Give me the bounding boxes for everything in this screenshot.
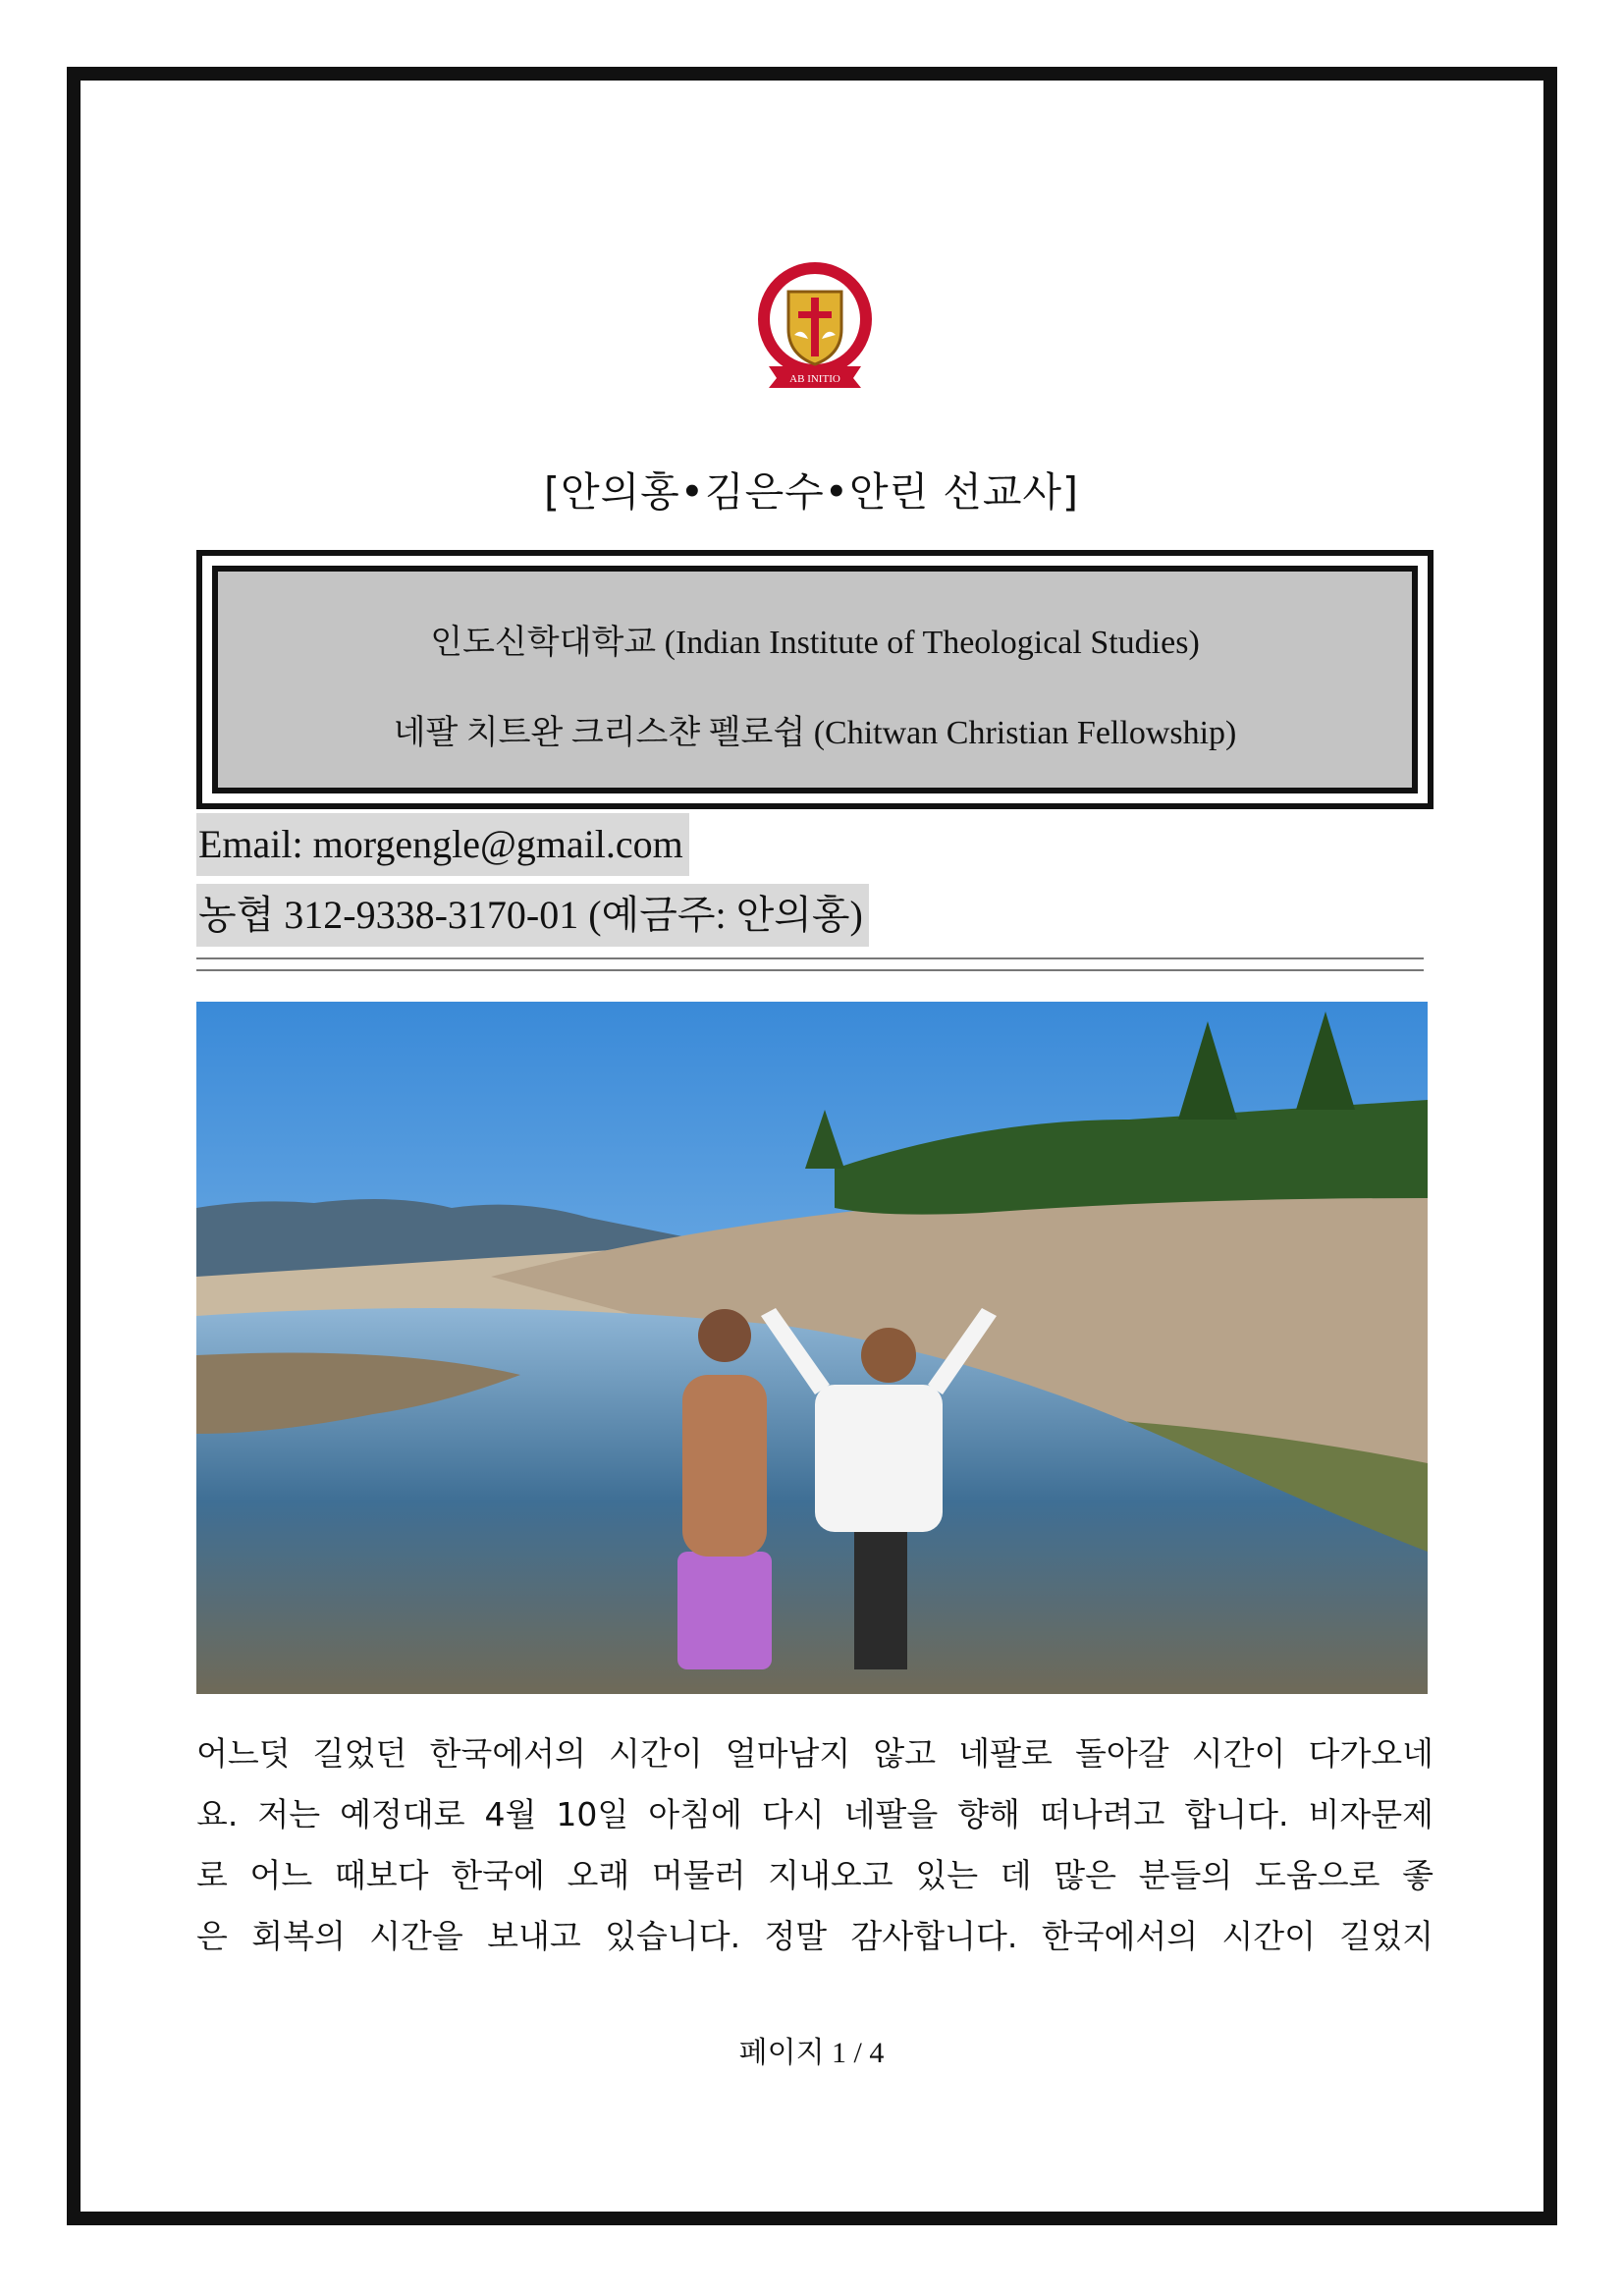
page-number: 페이지 1 / 4 <box>738 2037 885 2069</box>
organization-line-institute: 인도신학대학교 (Indian Institute of Theological Studies) <box>430 625 1200 661</box>
bank-account-line: 농협 312-9338-3170-01 (예금주: 안의홍) <box>196 884 869 947</box>
body-line: 어느덧 길었던 한국에서의 시간이 얼마남지 않고 네팔로 돌아갈 시간이 다가오네 <box>196 1734 1434 1773</box>
river-baptism-photo <box>196 1002 1428 1694</box>
logo-motto: AB INITIO <box>789 373 840 385</box>
body-paragraph <box>196 1723 1434 1967</box>
organization-box-inner <box>212 566 1418 793</box>
institute-logo <box>751 260 879 396</box>
body-line: 요. 저는 예정대로 4월 10일 아침에 다시 네팔을 향해 떠나려고 합니다. 비자문제 <box>196 1795 1434 1833</box>
organization-box <box>196 550 1434 809</box>
body-line: 은 회복의 시간을 보내고 있습니다. 정말 감사합니다. 한국에서의 시간이 길었지 <box>196 1917 1434 1955</box>
missionary-title: [안의홍•김은수•안린 선교사] <box>543 468 1080 516</box>
organization-line-fellowship: 네팔 치트완 크리스챤 펠로쉽 (Chitwan Christian Fellowship) <box>393 715 1237 751</box>
body-line: 로 어느 때보다 한국에 오래 머물러 지내오고 있는 데 많은 분들의 도움으로 좋 <box>196 1856 1434 1894</box>
email-line: Email: morgengle@gmail.com <box>196 813 689 876</box>
double-line-divider <box>196 957 1424 971</box>
